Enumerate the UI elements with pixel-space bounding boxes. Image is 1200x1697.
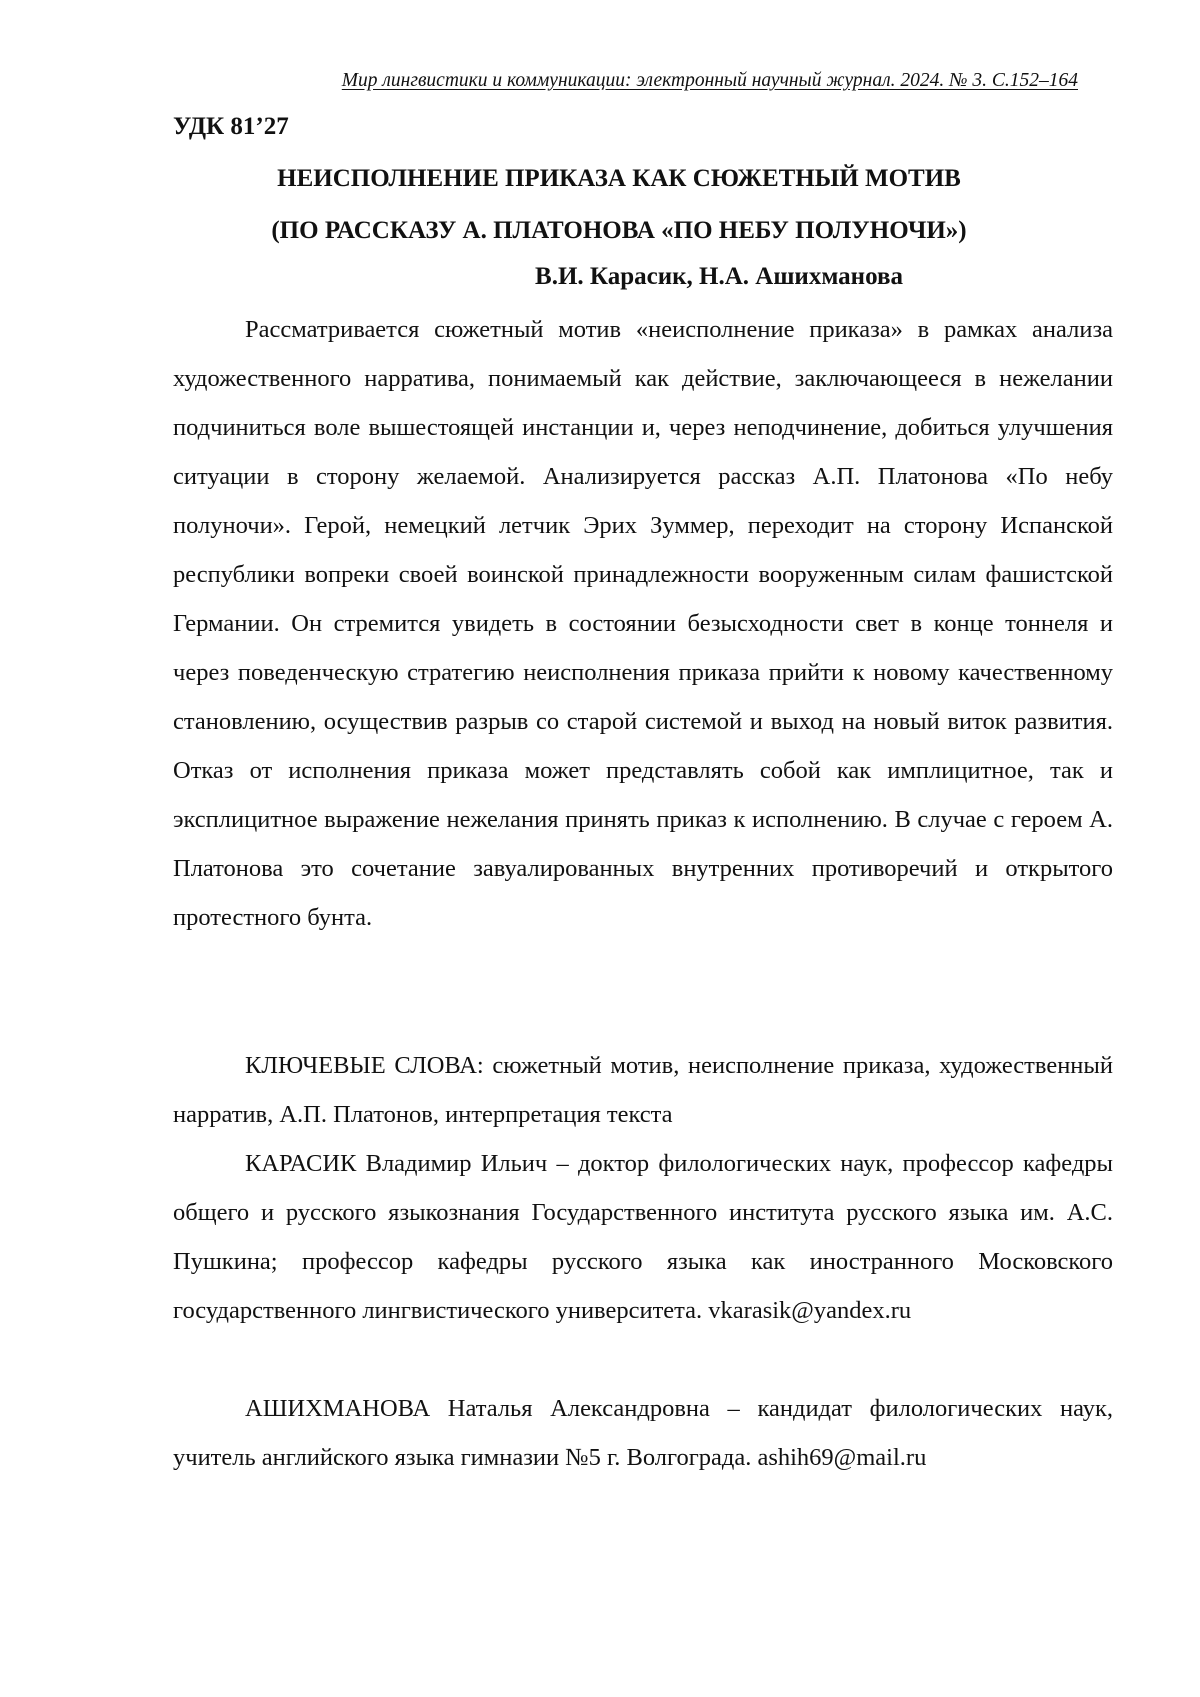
article-title-line-1: НЕИСПОЛНЕНИЕ ПРИКАЗА КАК СЮЖЕТНЫЙ МОТИВ xyxy=(277,165,961,192)
abstract-paragraph: Рассматривается сюжетный мотив «неисполнение приказа» в рамках анализа художественного нарратива, понимаемый как действие, заключающееся в нежелании подчиниться воле вышестоящей инстанции и, через неподчинение, добиться улучшения ситуации в сторону желаемой. Анализируется рассказ А.П. Платонова «По небу полуночи». Герой, немецкий летчик Эрих Зуммер, переходит на сторону Испанской республики вопреки своей воинской принадлежности вооруженным силам фашистской Германии. Он стремится увидеть в состоянии безысходности свет в конце тоннеля и через поведенческую стратегию неисполнения приказа прийти к новому качественному становлению, осуществив разрыв со старой системой и выход на новый виток развития. Отказ от исполнения приказа может представлять собой как имплицитное, так и эксплицитное выражение нежелания принять приказ к исполнению. В случае с героем А. Платонова это сочетание завуалированных внутренних противоречий и открытого протестного бунта. xyxy=(173,316,1113,931)
journal-header: Мир лингвистики и коммуникации: электронный научный журнал. 2024. № 3. С.152–164 xyxy=(341,70,1078,91)
author-info-ashikhmanova: АШИХМАНОВА Наталья Александровна – кандидат филологических наук, учитель английского языка гимназии №5 г. Волгограда. ashih69@mail.ru xyxy=(173,1395,1113,1471)
keywords-paragraph: КЛЮЧЕВЫЕ СЛОВА: сюжетный мотив, неисполнение приказа, художественный нарратив, А.П. Платонов, интерпретация текста xyxy=(173,1052,1113,1128)
article-authors: В.И. Карасик, Н.А. Ашихманова xyxy=(535,263,903,290)
article-title-line-2: (ПО РАССКАЗУ А. ПЛАТОНОВА «ПО НЕБУ ПОЛУНОЧИ») xyxy=(271,217,967,244)
author-info-karasik: КАРАСИК Владимир Ильич – доктор филологических наук, профессор кафедры общего и русского языкознания Государственного института русского языка им. А.С. Пушкина; профессор кафедры русского языка как иностранного Московского государственного лингвистического университета. vkarasik@yandex.ru xyxy=(173,1150,1113,1324)
udc-code: УДК 81’27 xyxy=(173,113,289,140)
